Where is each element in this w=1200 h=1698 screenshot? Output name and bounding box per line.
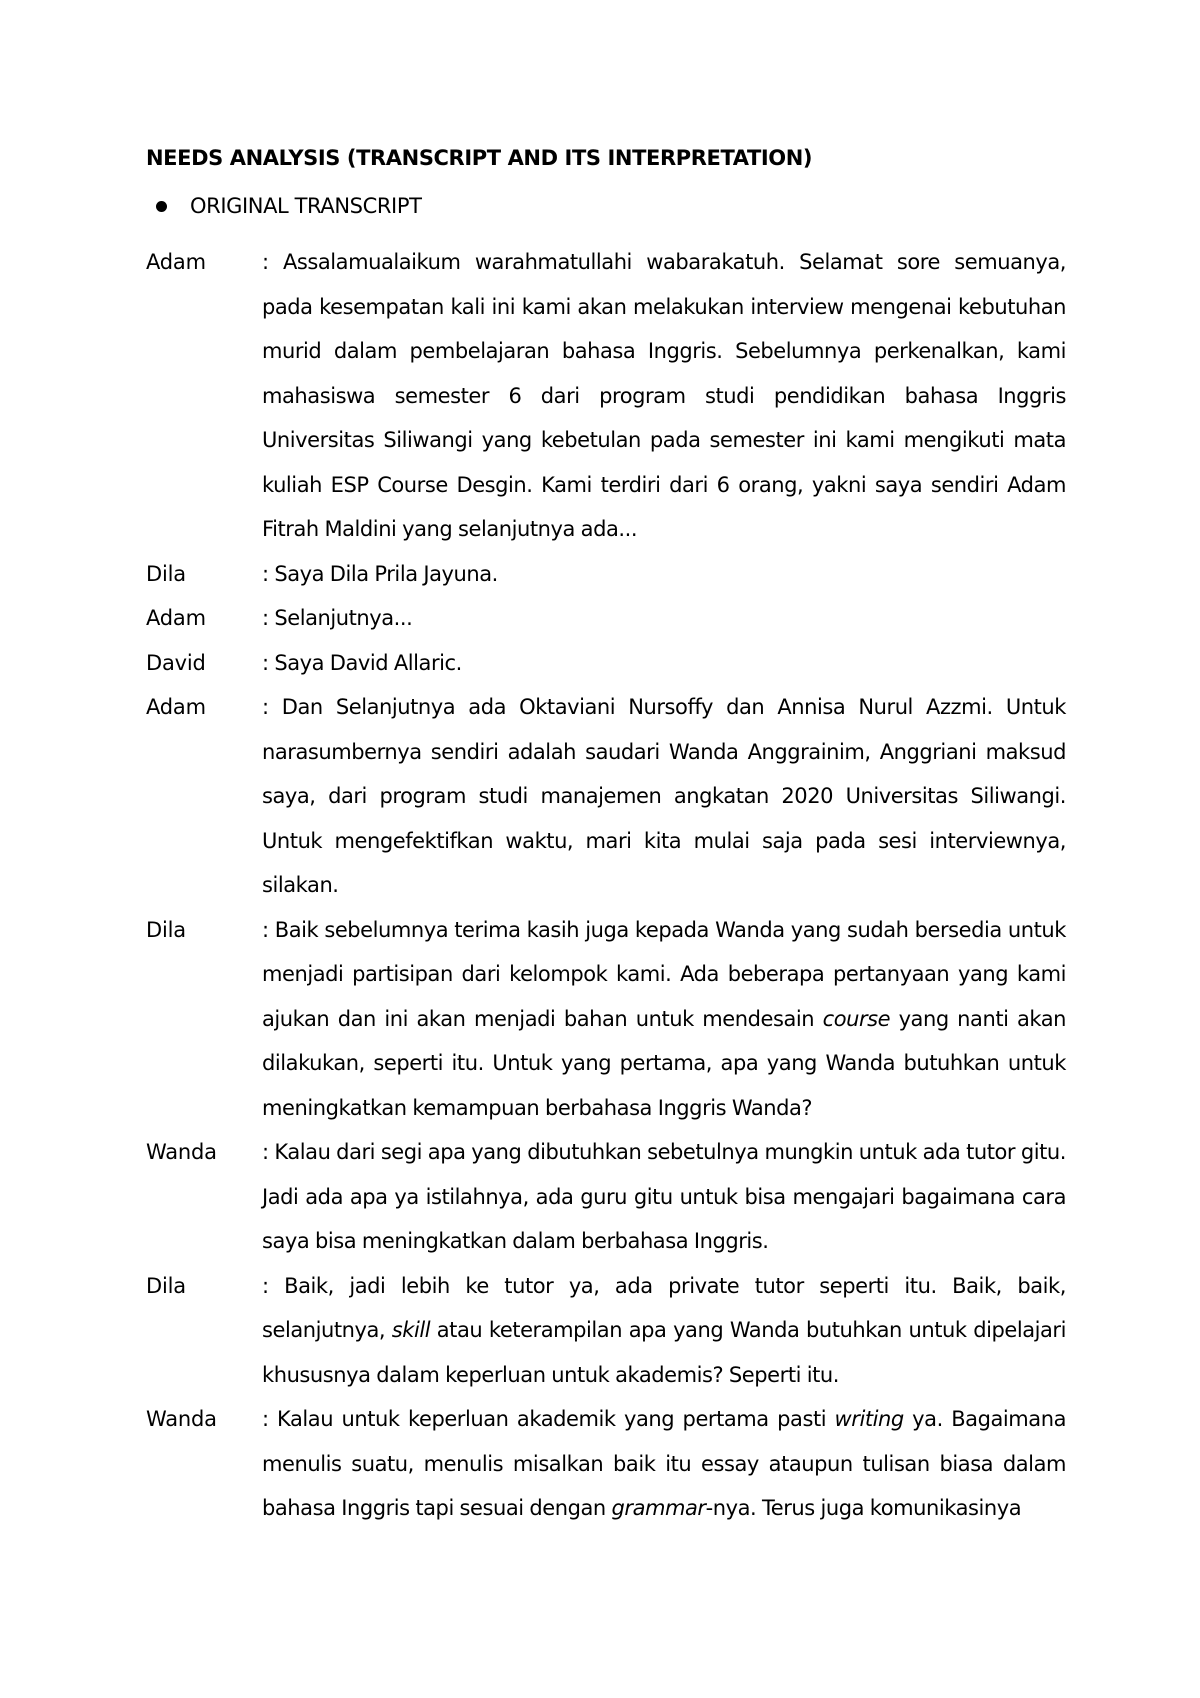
transcript-turn [146, 1264, 1066, 1398]
utterance-italic-term: skill [391, 1318, 431, 1342]
utterance-italic-term: writing [834, 1407, 904, 1431]
speaker-name: Adam [146, 606, 206, 630]
utterance-text: : Selanjutnya... [262, 606, 413, 630]
utterance-segment: -nya. Terus juga komunikasinya [705, 1496, 1022, 1520]
transcript-turn [146, 240, 1066, 552]
section-heading: ORIGINAL TRANSCRIPT [190, 194, 422, 218]
utterance-segment: yang nanti akan dilakukan, seperti itu. Untuk yang pertama, apa yang Wanda butuhkan untuk meningkatkan kemampuan berbahasa Inggris Wanda? [262, 1006, 1066, 1120]
utterance-text: : Dan Selanjutnya ada Oktaviani Nursoffy dan Annisa Nurul Azzmi. Untuk narasumbernya sendiri adalah saudari Wanda Anggrainim, Anggriani maksud saya, dari program studi manajemen angkatan 2020 Universitas Siliwangi. Untuk mengefektifkan waktu, mari kita mulai saja pada sesi interviewnya, silakan. [262, 695, 1066, 897]
transcript-turn [146, 908, 1066, 1131]
utterance-italic-term: grammar [611, 1496, 706, 1520]
transcript [146, 240, 1066, 1531]
utterance-text [262, 1264, 1066, 1398]
utterance-text: : Saya David Allaric. [262, 650, 462, 675]
utterance-segment: : Kalau untuk keperluan akademik yang pertama pasti [262, 1407, 835, 1431]
document-title: NEEDS ANALYSIS (TRANSCRIPT AND ITS INTERPRETATION) [146, 146, 813, 170]
utterance-segment: atau keterampilan apa yang Wanda butuhkan untuk dipelajari khususnya dalam keperluan untuk akademis? Seperti itu. [262, 1318, 1066, 1387]
speaker-name: Dila [146, 1273, 186, 1298]
transcript-turn [146, 1130, 1066, 1264]
utterance-text: : Assalamualaikum warahmatullahi wabarakatuh. Selamat sore semuanya, pada kesempatan kali ini kami akan melakukan interview mengenai kebutuhan murid dalam pembelajaran bahasa Inggris. Sebelumnya perkenalkan, kami mahasiswa semester 6 dari program studi pendidikan bahasa Inggris Universitas Siliwangi yang kebetulan pada semester ini kami mengikuti mata kuliah ESP Course Desgin. Kami terdiri dari 6 orang, yakni saya sendiri Adam Fitrah Maldini yang selanjutnya ada... [262, 250, 1066, 541]
speaker-name: David [146, 650, 206, 675]
speaker-name: Adam [146, 250, 206, 274]
speaker-name: Adam [146, 695, 206, 719]
transcript-turn [146, 1397, 1066, 1531]
utterance-text [262, 1397, 1066, 1531]
utterance-text: : Kalau dari segi apa yang dibutuhkan sebetulnya mungkin untuk ada tutor gitu. Jadi ada apa ya istilahnya, ada guru gitu untuk bisa mengajari bagaimana cara saya bisa meningkatkan dalam berbahasa Inggris. [262, 1140, 1066, 1253]
utterance-text [262, 908, 1066, 1131]
speaker-name: Wanda [146, 1407, 217, 1431]
speaker-name: Dila [146, 917, 186, 942]
speaker-name: Wanda [146, 1140, 217, 1164]
utterance-segment: : Baik, jadi lebih ke tutor ya, ada private tutor seperti itu. Baik, baik, selanjutnya, [262, 1273, 1066, 1342]
utterance-text: : Saya Dila Prila Jayuna. [262, 561, 498, 586]
bullet-icon [156, 201, 167, 212]
transcript-turn [146, 685, 1066, 908]
utterance-segment: : Baik sebelumnya terima kasih juga kepada Wanda yang sudah bersedia untuk menjadi partisipan dari kelompok kami. Ada beberapa pertanyaan yang kami ajukan dan ini akan menjadi bahan untuk mendesain [262, 917, 1066, 1031]
speaker-name: Dila [146, 561, 186, 586]
transcript-turn [146, 552, 1066, 597]
transcript-turn [146, 641, 1066, 686]
transcript-turn [146, 596, 1066, 641]
utterance-segment: ya. Bagaimana menulis suatu, menulis misalkan baik itu essay ataupun tulisan biasa dalam bahasa Inggris tapi sesuai dengan [262, 1407, 1066, 1520]
utterance-italic-term: course [822, 1006, 891, 1031]
